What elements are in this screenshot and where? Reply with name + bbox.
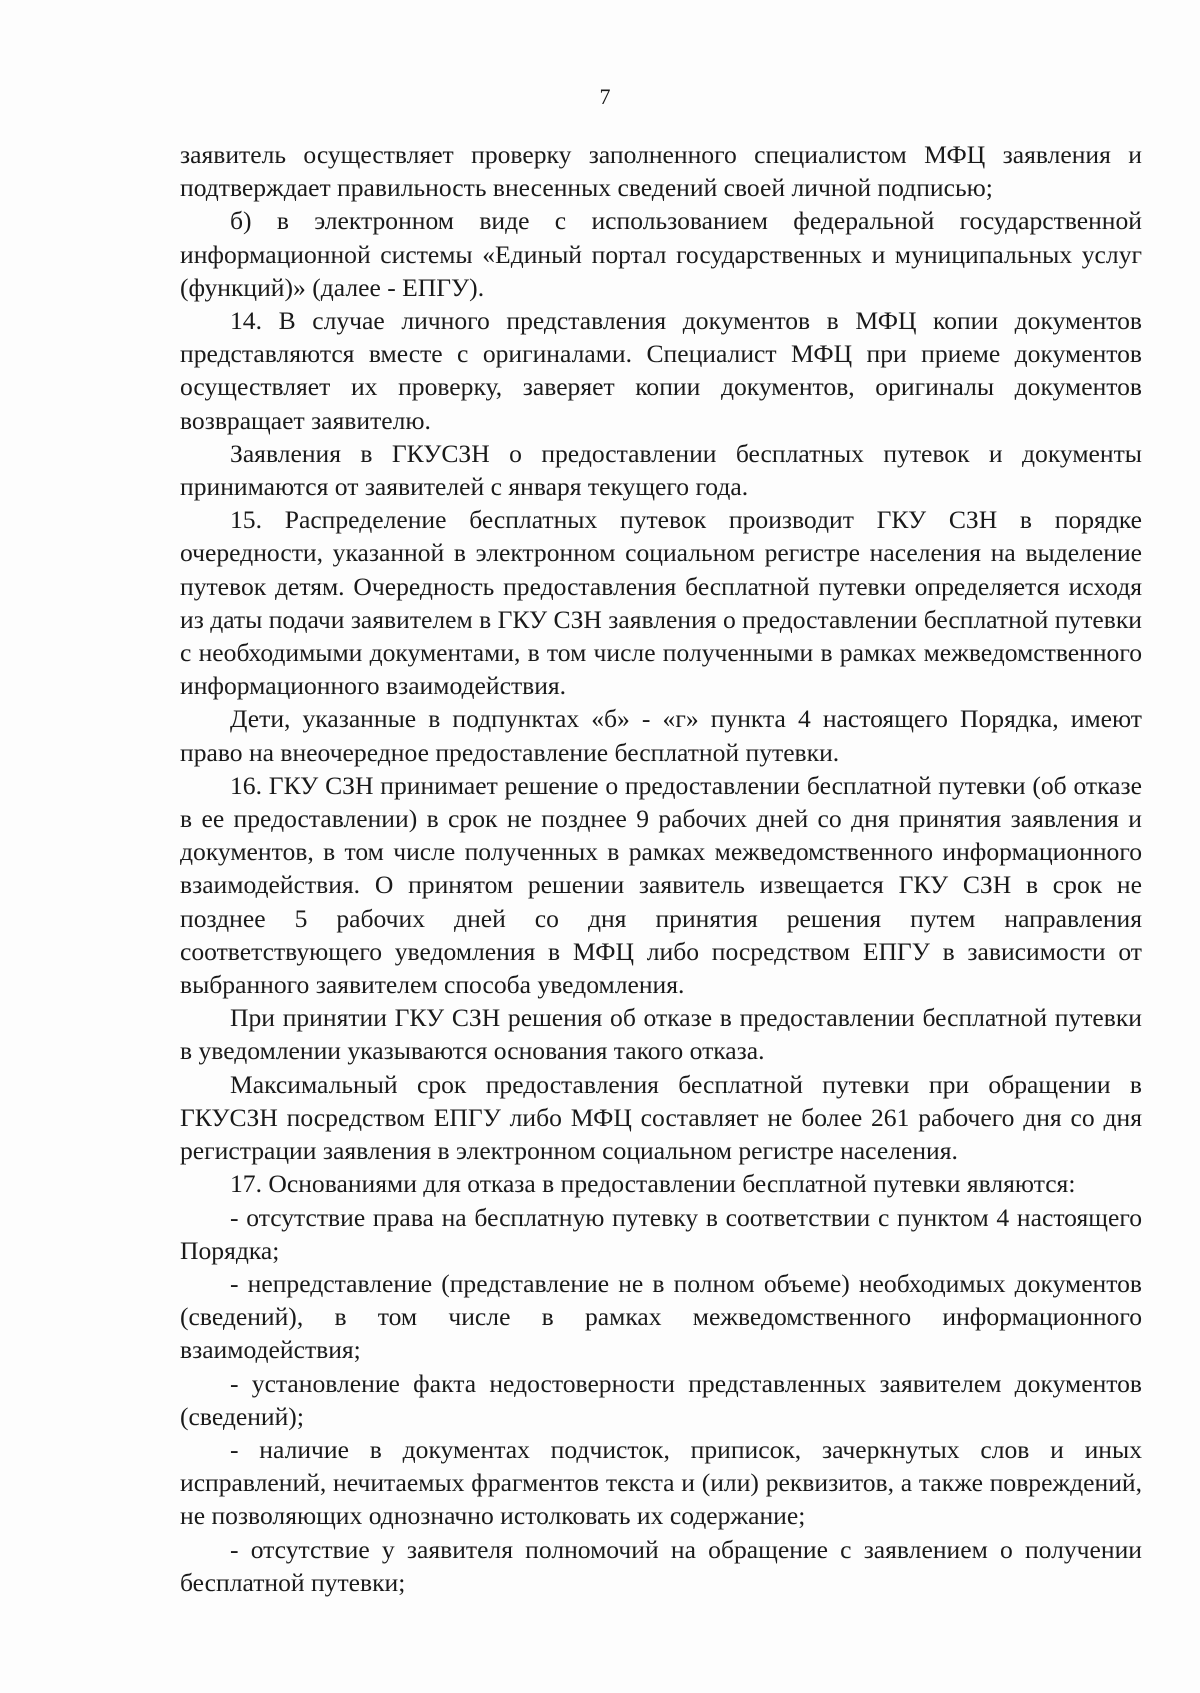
list-item-missing-documents: - непредставление (представление не в полном объеме) необходимых документов (сведений), в том числе в рамках межведомственного информационного взаимодействия;: [180, 1268, 1142, 1365]
paragraph-item-17: 17. Основаниями для отказа в предоставлении бесплатной путевки являются:: [230, 1169, 1076, 1199]
page-number: 7: [599, 84, 611, 109]
paragraph-refusal-notice: При принятии ГКУ СЗН решения об отказе в предоставлении бесплатной путевки в уведомлении указываются основания такого отказа.: [180, 1003, 1142, 1066]
list-item-no-right: - отсутствие права на бесплатную путевку в соответствии с пунктом 4 настоящего Порядка;: [180, 1202, 1142, 1265]
paragraph-item-15: 15. Распределение бесплатных путевок производит ГКУ СЗН в порядке очередности, указанной в электронном социальном регистре населения на выделение путевок детям. Очередность предоставления бесплатной путевки определяется исходя из даты подачи заявителем в ГКУ СЗН заявления о предоставлении бесплатной путевки с необходимыми документами, в том числе полученными в рамках межведомственного информационного взаимодействия.: [180, 505, 1142, 701]
list-item-no-authority: - отсутствие у заявителя полномочий на обращение с заявлением о получении бесплатной путевки;: [180, 1534, 1142, 1597]
list-item-unreliable-data: - установление факта недостоверности представленных заявителем документов (сведений);: [180, 1368, 1142, 1431]
paragraph-continuation: заявитель осуществляет проверку заполненного специалистом МФЦ заявления и подтверждает правильность внесенных сведений своей личной подписью;: [180, 140, 1142, 203]
document-body: [180, 138, 1142, 1599]
paragraph-electronic-form: б) в электронном виде с использованием федеральной государственной информационной системы «Единый портал государственных и муниципальных услуг (функций)» (далее - ЕПГУ).: [180, 206, 1142, 302]
paragraph-applications-intake: Заявления в ГКУСЗН о предоставлении бесплатных путевок и документы принимаются от заявителей с января текущего года.: [180, 438, 1142, 502]
paragraph-item-14: 14. В случае личного представления документов в МФЦ копии документов представляются вместе с оригиналами. Специалист МФЦ при приеме документов осуществляет их проверку, заверяет копии документов, оригиналы документов возвращает заявителю.: [180, 306, 1142, 435]
paragraph-item-16: 16. ГКУ СЗН принимает решение о предоставлении бесплатной путевки (об отказе в ее предоставлении) в срок не позднее 9 рабочих дней со дня принятия заявления и документов, в том числе полученных в рамках межведомственного информационного взаимодействия. О принятом решении заявитель извещается ГКУ СЗН в срок не позднее 5 рабочих дней со дня принятия решения путем направления соответствующего уведомления в МФЦ либо посредством ЕПГУ в зависимости от выбранного заявителем способа уведомления.: [180, 770, 1142, 1000]
paragraph-priority-children: Дети, указанные в подпунктах «б» - «г» пункта 4 настоящего Порядка, имеют право на внеочередное предоставление бесплатной путевки.: [180, 704, 1142, 767]
paragraph-maximum-term: Максимальный срок предоставления бесплатной путевки при обращении в ГКУСЗН посредством ЕПГУ либо МФЦ составляет не более 261 рабочего дня со дня регистрации заявления в электронном социальном регистре населения.: [180, 1069, 1142, 1166]
list-item-corrections: - наличие в документах подчисток, приписок, зачеркнутых слов и иных исправлений, нечитаемых фрагментов текста и (или) реквизитов, а также повреждений, не позволяющих однозначно истолковать их содержание;: [180, 1434, 1142, 1531]
